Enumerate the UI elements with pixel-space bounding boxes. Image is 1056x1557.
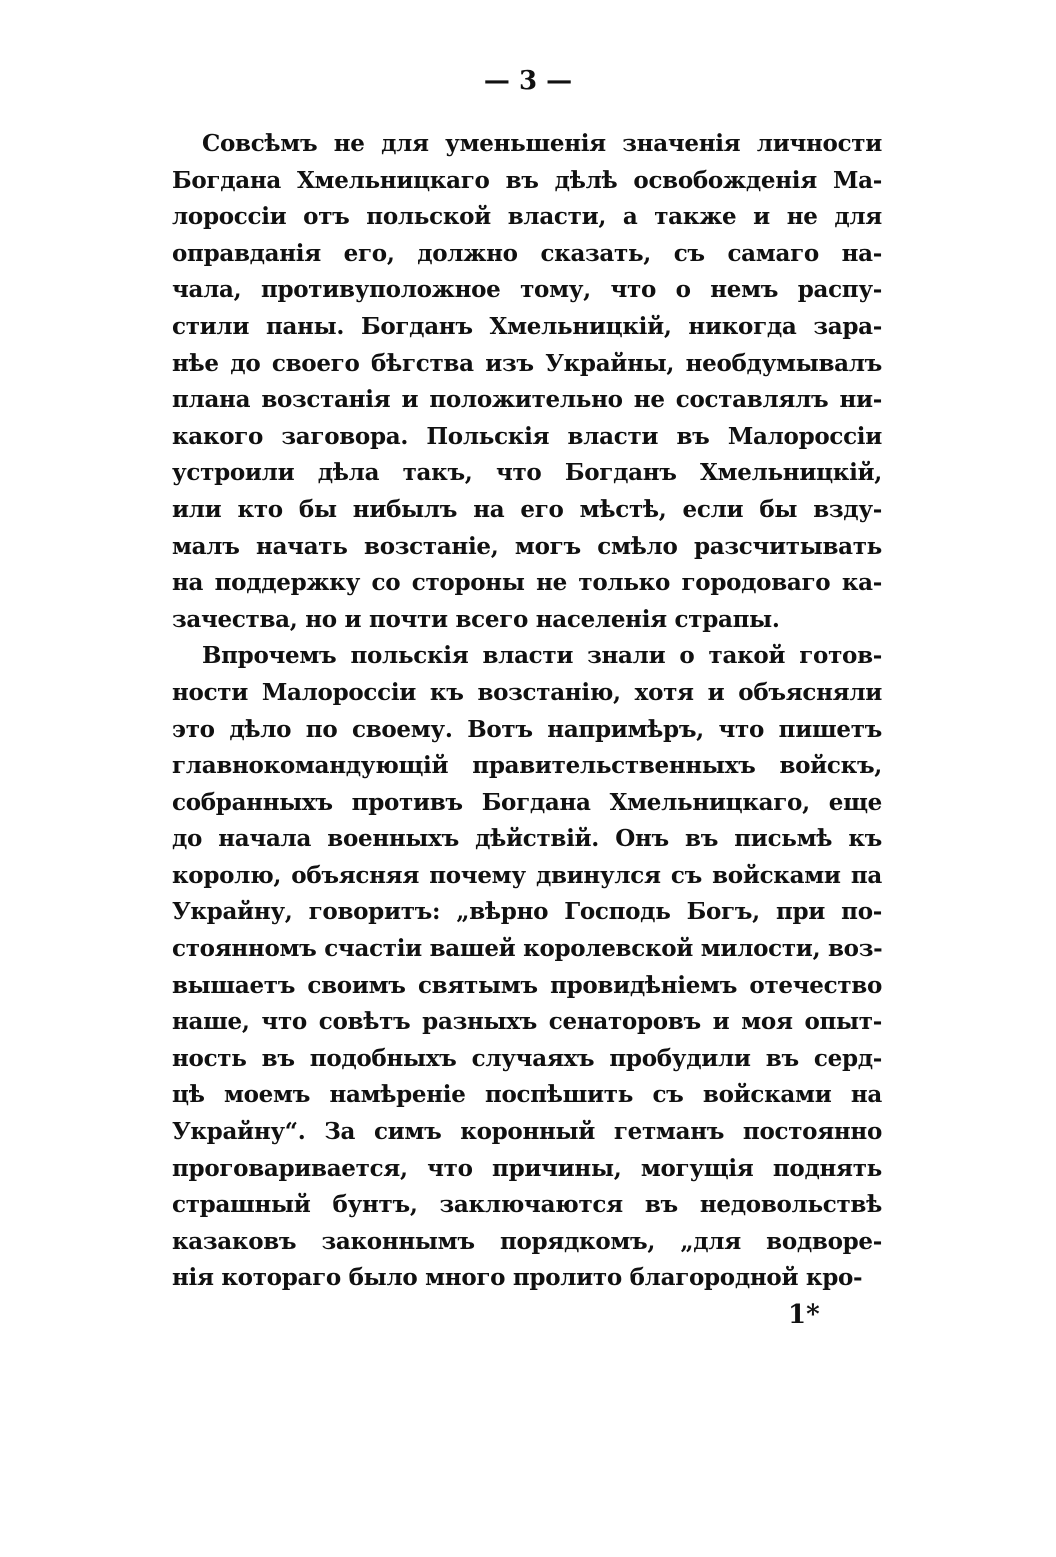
page-number: — 3 — (483, 66, 573, 96)
paragraph (172, 638, 882, 1297)
text-line: стоянномъ счастіи вашей королевской милости, воз- (172, 935, 883, 963)
text-line: зачества, но и почти всего населенія страпы. (172, 605, 780, 633)
text-line: плана возстанія и положительно не составлялъ ни- (172, 386, 882, 414)
text-line: наше, что совѣтъ разныхъ сенаторовъ и моя опыт- (172, 1008, 882, 1036)
text-line: малъ начать возстаніе, могъ смѣло разсчитывать (172, 532, 882, 560)
text-line: до начала военныхъ дѣйствій. Онъ въ письмѣ къ (172, 825, 882, 853)
text-line: собранныхъ противъ Богдана Хмельницкаго, еще (172, 788, 882, 816)
text-line: чала, противуположное тому, что о немъ распу- (172, 276, 882, 304)
text-line: Впрочемъ польскія власти знали о такой готов- (202, 642, 882, 670)
signature-mark: 1* (788, 1300, 820, 1330)
text-line: проговаривается, что причины, могущія поднять (172, 1154, 882, 1182)
text-line: устроили дѣла такъ, что Богданъ Хмельницкій, (172, 459, 882, 487)
text-line: ность въ подобныхъ случаяхъ пробудили въ серд- (172, 1044, 882, 1072)
text-line: Украйну“. За симъ коронный гетманъ постоянно (172, 1118, 882, 1146)
paragraph (172, 126, 882, 638)
text-line: лороссіи отъ польской власти, а также и не для (172, 203, 882, 231)
text-line: главнокомандующій правительственныхъ войскъ, (172, 752, 882, 780)
text-line: какого заговора. Польскія власти въ Малороссіи (172, 422, 882, 450)
text-line: Совсѣмъ не для уменьшенія значенія личности (202, 130, 882, 157)
text-line: ности Малороссіи къ возстанію, хотя и объясняли (172, 678, 882, 706)
text-line: вышаетъ своимъ святымъ провидѣніемъ отечество (172, 971, 882, 999)
text-line: это дѣло по своему. Вотъ напримѣръ, что пишетъ (172, 715, 882, 743)
page-body (172, 126, 882, 1297)
text-line: Украйну, говоритъ: „вѣрно Господь Богъ, при по- (172, 898, 882, 926)
text-line: нія котораго было много пролито благородной кро- (172, 1264, 863, 1292)
text-line: или кто бы нибылъ на его мѣстѣ, если бы взду- (172, 495, 882, 523)
text-line: оправданія его, должно сказать, съ самаго на- (172, 239, 882, 267)
text-line: стили паны. Богданъ Хмельницкій, никогда зара- (172, 312, 882, 340)
text-line: казаковъ законнымъ порядкомъ, „для водворе- (172, 1227, 882, 1255)
text-line: нѣе до своего бѣгства изъ Украйны, необдумывалъ (172, 349, 882, 377)
text-line: цѣ моемъ намѣреніе поспѣшить съ войсками на (172, 1081, 882, 1109)
text-line: на поддержку со стороны не только городоваго ка- (172, 569, 882, 597)
text-line: страшный бунтъ, заключаются въ недовольствѣ (172, 1191, 882, 1219)
text-line: Богдана Хмельницкаго въ дѣлѣ освобожденія Ма- (172, 166, 882, 194)
text-line: королю, объясняя почему двинулся съ войсками па (172, 861, 882, 889)
